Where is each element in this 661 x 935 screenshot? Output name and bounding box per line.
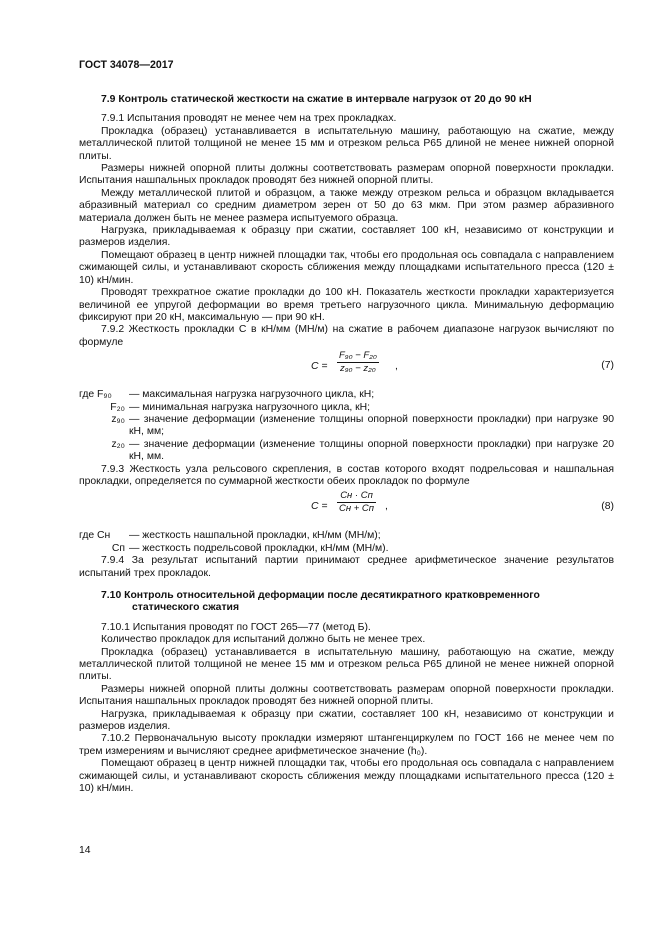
paragraph: Между металлической плитой и образцом, а также между отрезком рельса и образцом вкладывается абразивный материал со средним диаметром зерен от 50 до 63 мкм. При этом размер абразивного материала должен быть не менее размера испытуемого образца. (79, 187, 614, 224)
paragraph: Проводят трехкратное сжатие прокладки до 100 кН. Показатель жесткости прокладки характеризуется величиной ее упругой деформации во время третьего нагрузочного цикла. Минимальную деформацию фиксируют при 20 кН, максимальную — при 90 кН. (79, 287, 614, 323)
formula-8 (79, 488, 614, 530)
legend-key: F₂₀ (110, 401, 125, 413)
legend-row (79, 402, 614, 414)
paragraph: 7.9.2 Жесткость прокладки С в кН/мм (МН/м) на сжатие в рабочем диапазоне нагрузок вычисляют по формуле (79, 324, 614, 348)
legend-key: где Cн (79, 530, 111, 542)
formula-denominator: z₉₀ − z₂₀ (340, 363, 376, 375)
formula-numerator: Cн · Cп (337, 490, 376, 503)
legend-row (79, 543, 614, 555)
legend-row (79, 389, 614, 401)
paragraph: 7.9.4 За результат испытаний партии принимают среднее арифметическое значение результатов испытаний трех прокладок. (79, 555, 614, 579)
formula-numerator: F₉₀ − F₂₀ (339, 350, 377, 362)
paragraph: 7.10.1 Испытания проводят по ГОСТ 265—77 (метод Б). (101, 621, 371, 633)
formula-7 (79, 349, 614, 389)
legend-key: Cп (111, 542, 125, 554)
paragraph: Нагрузка, прикладываемая к образцу при сжатии, составляет 100 кН, независимо от конструкции и размеров изделия. (79, 708, 614, 733)
paragraph: 7.9.1 Испытания проводят не менее чем на трех прокладках. (101, 113, 397, 125)
formula-comma: , (395, 361, 398, 373)
legend-text: — максимальная нагрузка нагрузочного цикла, кН; (129, 389, 375, 401)
legend-row (79, 530, 614, 542)
legend-row (79, 439, 614, 464)
section-heading-7-10 (79, 590, 614, 615)
paragraph: 7.10.2 Первоначальную высоту прокладки измеряют штангенциркулем по ГОСТ 166 не менее чем по трем измерениям и вычисляют среднее арифметическое значение (h₀). (79, 733, 614, 757)
paragraph: Прокладка (образец) устанавливается в испытательную машину, работающую на сжатие, между металлической плитой толщиной не менее 15 мм и отрезком рельса Р65 длиной не менее нижней опорной плиты. (79, 646, 614, 683)
legend-text: — жесткость нашпальной прокладки, кН/мм (МН/м); (129, 530, 381, 542)
legend-key: где F₉₀ (79, 389, 112, 401)
standard-code: ГОСТ 34078—2017 (79, 59, 174, 71)
paragraph: Прокладка (образец) устанавливается в испытательную машину, работающую на сжатие, между металлической плитой толщиной не менее 15 мм и отрезком рельса Р65 длиной не менее нижней опорной плиты. (79, 125, 614, 162)
formula-fraction (337, 350, 379, 375)
formula-lhs: C = (311, 501, 328, 513)
legend-text: — жесткость подрельсовой прокладки, кН/мм (МН/м). (129, 542, 389, 554)
formula-7-legend (79, 389, 614, 463)
equation-number: (7) (601, 360, 614, 372)
heading-line-1: 7.10 Контроль относительной деформации после десятикратного кратковременного (101, 590, 540, 601)
formula-fraction (337, 490, 376, 515)
equation-number: (8) (601, 501, 614, 513)
paragraph: 7.9.3 Жесткость узла рельсового скрепления, в состав которого входят подрельсовая и нашпальная прокладки, определяется по суммарной жесткости обеих прокладок по формуле (79, 463, 614, 487)
paragraph: Помещают образец в центр нижней площадки так, чтобы его продольная ось совпадала с направлением сжимающей силы, и устанавливают скорость сближения между площадками испытательного пресса (120 ± 10) кН/мин. (79, 249, 614, 286)
page-number: 14 (79, 845, 91, 856)
formula-comma: , (385, 501, 388, 513)
formula-lhs: C = (311, 361, 328, 373)
legend-text: — значение деформации (изменение толщины опорной поверхности прокладки) при нагрузке 90 кН, мм; (129, 413, 614, 438)
page-content (79, 94, 614, 796)
legend-key: z₉₀ (111, 413, 125, 425)
legend-text: — минимальная нагрузка нагрузочного цикла, кН; (129, 401, 371, 413)
section-heading-7-9: 7.9 Контроль статической жесткости на сжатие в интервале нагрузок от 20 до 90 кН (101, 94, 532, 105)
paragraph: Размеры нижней опорной плиты должны соответствовать размерам опорной поверхности прокладки. Испытания нашпальных прокладок проводят без нижней опорной плиты. (79, 163, 614, 187)
formula-denominator: Cн + Cп (339, 503, 375, 515)
paragraph: Помещают образец в центр нижней площадки так, чтобы его продольная ось совпадала с направлением сжимающей силы, и устанавливают скорость сближения между площадками испытательного пресса (120 ± 10) кН/мин. (79, 758, 614, 795)
legend-row (79, 414, 614, 439)
legend-key: z₂₀ (111, 438, 125, 450)
legend-text: — значение деформации (изменение толщины опорной поверхности прокладки) при нагрузке 20 кН, мм. (129, 438, 614, 463)
paragraph: Количество прокладок для испытаний должно быть не менее трех. (101, 634, 426, 646)
formula-8-legend (79, 530, 614, 555)
heading-line-2: статического сжатия (132, 602, 240, 614)
paragraph: Нагрузка, прикладываемая к образцу при сжатии, составляет 100 кН, независимо от конструкции и размеров изделия. (79, 225, 614, 249)
paragraph: Размеры нижней опорной плиты должны соответствовать размерам опорной поверхности прокладки. Испытания нашпальных прокладок проводят без нижней опорной плиты. (79, 683, 614, 708)
